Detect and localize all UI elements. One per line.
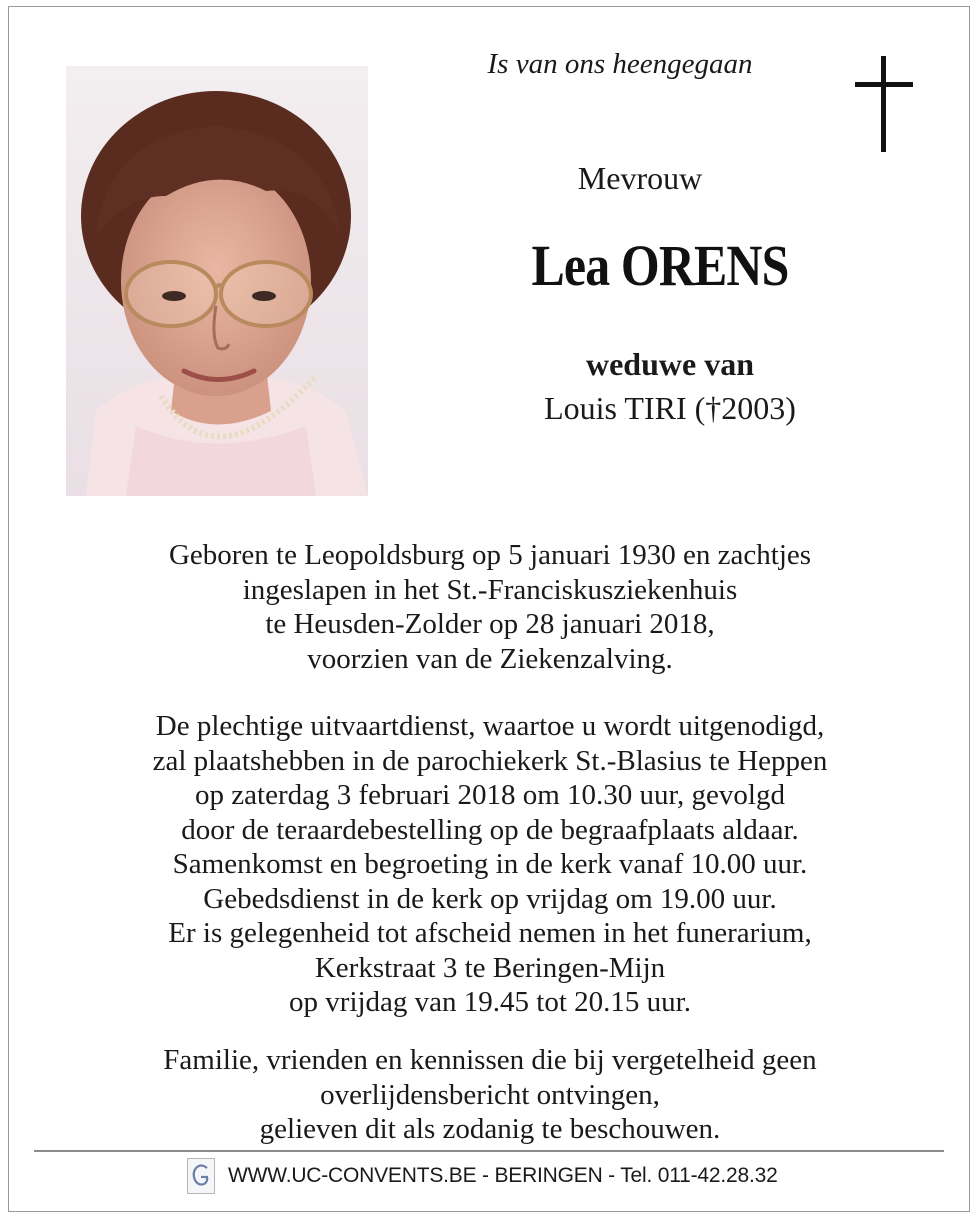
deceased-name: Lea ORENS xyxy=(531,233,789,298)
intro-text: Is van ons heengegaan xyxy=(487,48,753,80)
text-line: Familie, vrienden en kennissen die bij vergetelheid geen xyxy=(163,1044,817,1076)
cross-icon xyxy=(855,56,913,152)
text-line: door de teraardebestelling op de begraafplaats aldaar. xyxy=(181,813,799,846)
text-line: Geboren te Leopoldsburg op 5 januari 1930 en zachtjes xyxy=(168,539,812,571)
text-line: overlijdensbericht ontvingen, xyxy=(320,1078,660,1111)
text-line: Samenkomst en begroeting in de kerk vanaf 10.00 uur. xyxy=(172,848,808,880)
text-line: gelieven dit als zodanig te beschouwen. xyxy=(259,1113,721,1145)
text-line: Kerkstraat 3 te Beringen-Mijn xyxy=(314,951,666,984)
text-line: zal plaatshebben in de parochiekerk St.-Blasius te Heppen xyxy=(152,744,828,777)
closing-paragraph xyxy=(40,1043,940,1147)
text-line: op vrijdag van 19.45 tot 20.15 uur. xyxy=(289,986,691,1018)
portrait-photo xyxy=(66,66,368,496)
text-line: Er is gelegenheid tot afscheid nemen in het funerarium, xyxy=(168,917,812,949)
footer-contact: WWW.UC-CONVENTS.BE - BERINGEN - Tel. 011-42.28.32 xyxy=(228,1164,778,1187)
text-line: ingeslapen in het St.-Franciskusziekenhuis xyxy=(242,573,738,606)
text-line: Gebedsdienst in de kerk op vrijdag om 19.00 uur. xyxy=(203,882,777,915)
text-line: op zaterdag 3 februari 2018 om 10.30 uur, gevolgd xyxy=(195,779,785,811)
portrait-illustration xyxy=(66,66,368,496)
spouse-label: weduwe van xyxy=(585,346,754,382)
salutation: Mevrouw xyxy=(577,160,703,196)
text-line: voorzien van de Ziekenzalving. xyxy=(307,642,673,675)
text-line: De plechtige uitvaartdienst, waartoe u wordt uitgenodigd, xyxy=(155,710,825,742)
text-line: te Heusden-Zolder op 28 januari 2018, xyxy=(265,608,715,640)
footer-divider xyxy=(34,1150,944,1152)
spouse-name: Louis TIRI (†2003) xyxy=(544,390,796,426)
footer xyxy=(0,1158,980,1198)
funeral-home-logo-icon xyxy=(187,1158,215,1194)
funeral-paragraph xyxy=(40,709,940,1020)
birth-death-paragraph xyxy=(40,538,940,676)
